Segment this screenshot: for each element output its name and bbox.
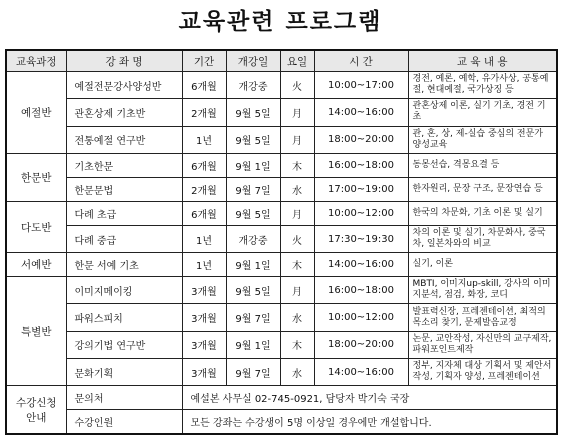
time: 10:00~12:00 bbox=[314, 201, 408, 225]
header-cell: 시 간 bbox=[314, 50, 408, 72]
weekday: 水 bbox=[280, 177, 314, 201]
table-row bbox=[6, 304, 557, 331]
weekday: 月 bbox=[280, 277, 314, 304]
weekday: 木 bbox=[280, 153, 314, 177]
time: 10:00~17:00 bbox=[314, 72, 408, 99]
period: 3개월 bbox=[182, 359, 226, 386]
weekday: 月 bbox=[280, 99, 314, 126]
time: 17:00~19:00 bbox=[314, 177, 408, 201]
footer-item-value: 모든 강좌는 수강생이 5명 이상일 경우에만 개설합니다. bbox=[182, 410, 557, 434]
header-cell: 요일 bbox=[280, 50, 314, 72]
header-cell: 교 육 내 용 bbox=[408, 50, 557, 72]
time: 14:00~16:00 bbox=[314, 359, 408, 386]
footer-item-label: 수강인원 bbox=[66, 410, 182, 434]
period: 3개월 bbox=[182, 304, 226, 331]
content: 차의 이론 및 실기, 차문화사, 중국차, 일본차와의 비교 bbox=[408, 225, 557, 252]
time: 14:00~16:00 bbox=[314, 99, 408, 126]
footer-label-line1: 수강신청 bbox=[15, 396, 57, 409]
weekday: 木 bbox=[280, 253, 314, 277]
table-row bbox=[6, 201, 557, 225]
footer-item-label: 문의처 bbox=[66, 386, 182, 410]
group-name: 서예반 bbox=[6, 253, 66, 277]
course-name: 기초한문 bbox=[66, 153, 182, 177]
table-row bbox=[6, 99, 557, 126]
table-row bbox=[6, 72, 557, 99]
footer-row bbox=[6, 410, 557, 434]
table-row bbox=[6, 331, 557, 358]
start-date: 개강중 bbox=[226, 72, 280, 99]
content: 실기, 이론 bbox=[408, 253, 557, 277]
start-date: 9월 7일 bbox=[226, 304, 280, 331]
content: 동몽선습, 격몽요결 등 bbox=[408, 153, 557, 177]
time: 16:00~18:00 bbox=[314, 277, 408, 304]
period: 6개월 bbox=[182, 201, 226, 225]
header-cell: 교육과정 bbox=[6, 50, 66, 72]
time: 18:00~20:00 bbox=[314, 331, 408, 358]
content: 관혼상제 이론, 실기 기초, 경전 기초 bbox=[408, 99, 557, 126]
weekday: 火 bbox=[280, 72, 314, 99]
course-name: 강의기법 연구반 bbox=[66, 331, 182, 358]
start-date: 9월 7일 bbox=[226, 359, 280, 386]
table-row bbox=[6, 177, 557, 201]
content: 경전, 예론, 예학, 유가사상, 공통예절, 현대예절, 국가상징 등 bbox=[408, 72, 557, 99]
footer-label-line2: 안내 bbox=[26, 411, 47, 424]
start-date: 9월 5일 bbox=[226, 277, 280, 304]
start-date: 9월 5일 bbox=[226, 99, 280, 126]
content: 관, 혼, 상, 제-실습 중심의 전문가 양성교육 bbox=[408, 126, 557, 153]
course-name: 관혼상제 기초반 bbox=[66, 99, 182, 126]
program-table bbox=[5, 49, 558, 435]
time: 14:00~16:00 bbox=[314, 253, 408, 277]
content: 한국의 차문화, 기초 이론 및 실기 bbox=[408, 201, 557, 225]
start-date: 9월 7일 bbox=[226, 177, 280, 201]
content: 발표력신장, 프레젠테이션, 최적의 목소리 찾기, 문제발음교정 bbox=[408, 304, 557, 331]
header-cell: 개강일 bbox=[226, 50, 280, 72]
table-row bbox=[6, 126, 557, 153]
period: 1년 bbox=[182, 253, 226, 277]
period: 3개월 bbox=[182, 277, 226, 304]
start-date: 9월 5일 bbox=[226, 201, 280, 225]
course-name: 문화기획 bbox=[66, 359, 182, 386]
weekday: 水 bbox=[280, 359, 314, 386]
time: 10:00~12:00 bbox=[314, 304, 408, 331]
table-row bbox=[6, 153, 557, 177]
course-name: 파워스피치 bbox=[66, 304, 182, 331]
header-row bbox=[6, 50, 557, 72]
weekday: 火 bbox=[280, 225, 314, 252]
table-row bbox=[6, 225, 557, 252]
period: 6개월 bbox=[182, 153, 226, 177]
weekday: 水 bbox=[280, 304, 314, 331]
weekday: 月 bbox=[280, 126, 314, 153]
group-name: 예절반 bbox=[6, 72, 66, 154]
start-date: 9월 5일 bbox=[226, 126, 280, 153]
footer-label bbox=[6, 386, 66, 434]
time: 16:00~18:00 bbox=[314, 153, 408, 177]
start-date: 개강중 bbox=[226, 225, 280, 252]
course-name: 다례 중급 bbox=[66, 225, 182, 252]
period: 3개월 bbox=[182, 331, 226, 358]
footer-item-value: 예설본 사무실 02-745-0921, 담당자 박기숙 국장 bbox=[182, 386, 557, 410]
header-cell: 기간 bbox=[182, 50, 226, 72]
content: MBTI, 이미지up-skill, 강사의 이미지분석, 점검, 화장, 코디 bbox=[408, 277, 557, 304]
start-date: 9월 1일 bbox=[226, 331, 280, 358]
start-date: 9월 1일 bbox=[226, 253, 280, 277]
group-name: 다도반 bbox=[6, 201, 66, 252]
table-row bbox=[6, 253, 557, 277]
period: 1년 bbox=[182, 126, 226, 153]
footer-row bbox=[6, 386, 557, 410]
group-name: 특별반 bbox=[6, 277, 66, 386]
group-name: 한문반 bbox=[6, 153, 66, 201]
content: 한자원리, 문장 구조, 문장연습 등 bbox=[408, 177, 557, 201]
start-date: 9월 1일 bbox=[226, 153, 280, 177]
period: 2개월 bbox=[182, 99, 226, 126]
course-name: 예절전문강사양성반 bbox=[66, 72, 182, 99]
course-name: 전통예절 연구반 bbox=[66, 126, 182, 153]
period: 6개월 bbox=[182, 72, 226, 99]
time: 18:00~20:00 bbox=[314, 126, 408, 153]
course-name: 다례 초급 bbox=[66, 201, 182, 225]
content: 논문, 교안작성, 자신만의 교구제작, 파워포인트제작 bbox=[408, 331, 557, 358]
page-title: 교육관련 프로그램 bbox=[178, 8, 383, 35]
table-row bbox=[6, 277, 557, 304]
time: 17:30~19:30 bbox=[314, 225, 408, 252]
table-row bbox=[6, 359, 557, 386]
period: 2개월 bbox=[182, 177, 226, 201]
period: 1년 bbox=[182, 225, 226, 252]
course-name: 한문 서예 기초 bbox=[66, 253, 182, 277]
weekday: 月 bbox=[280, 201, 314, 225]
weekday: 木 bbox=[280, 331, 314, 358]
course-name: 이미지메이킹 bbox=[66, 277, 182, 304]
content: 정부, 지자체 대상 기획서 및 제안서작성, 기획자 양성, 프레젠테이션 bbox=[408, 359, 557, 386]
course-name: 한문문법 bbox=[66, 177, 182, 201]
header-cell: 강 좌 명 bbox=[66, 50, 182, 72]
